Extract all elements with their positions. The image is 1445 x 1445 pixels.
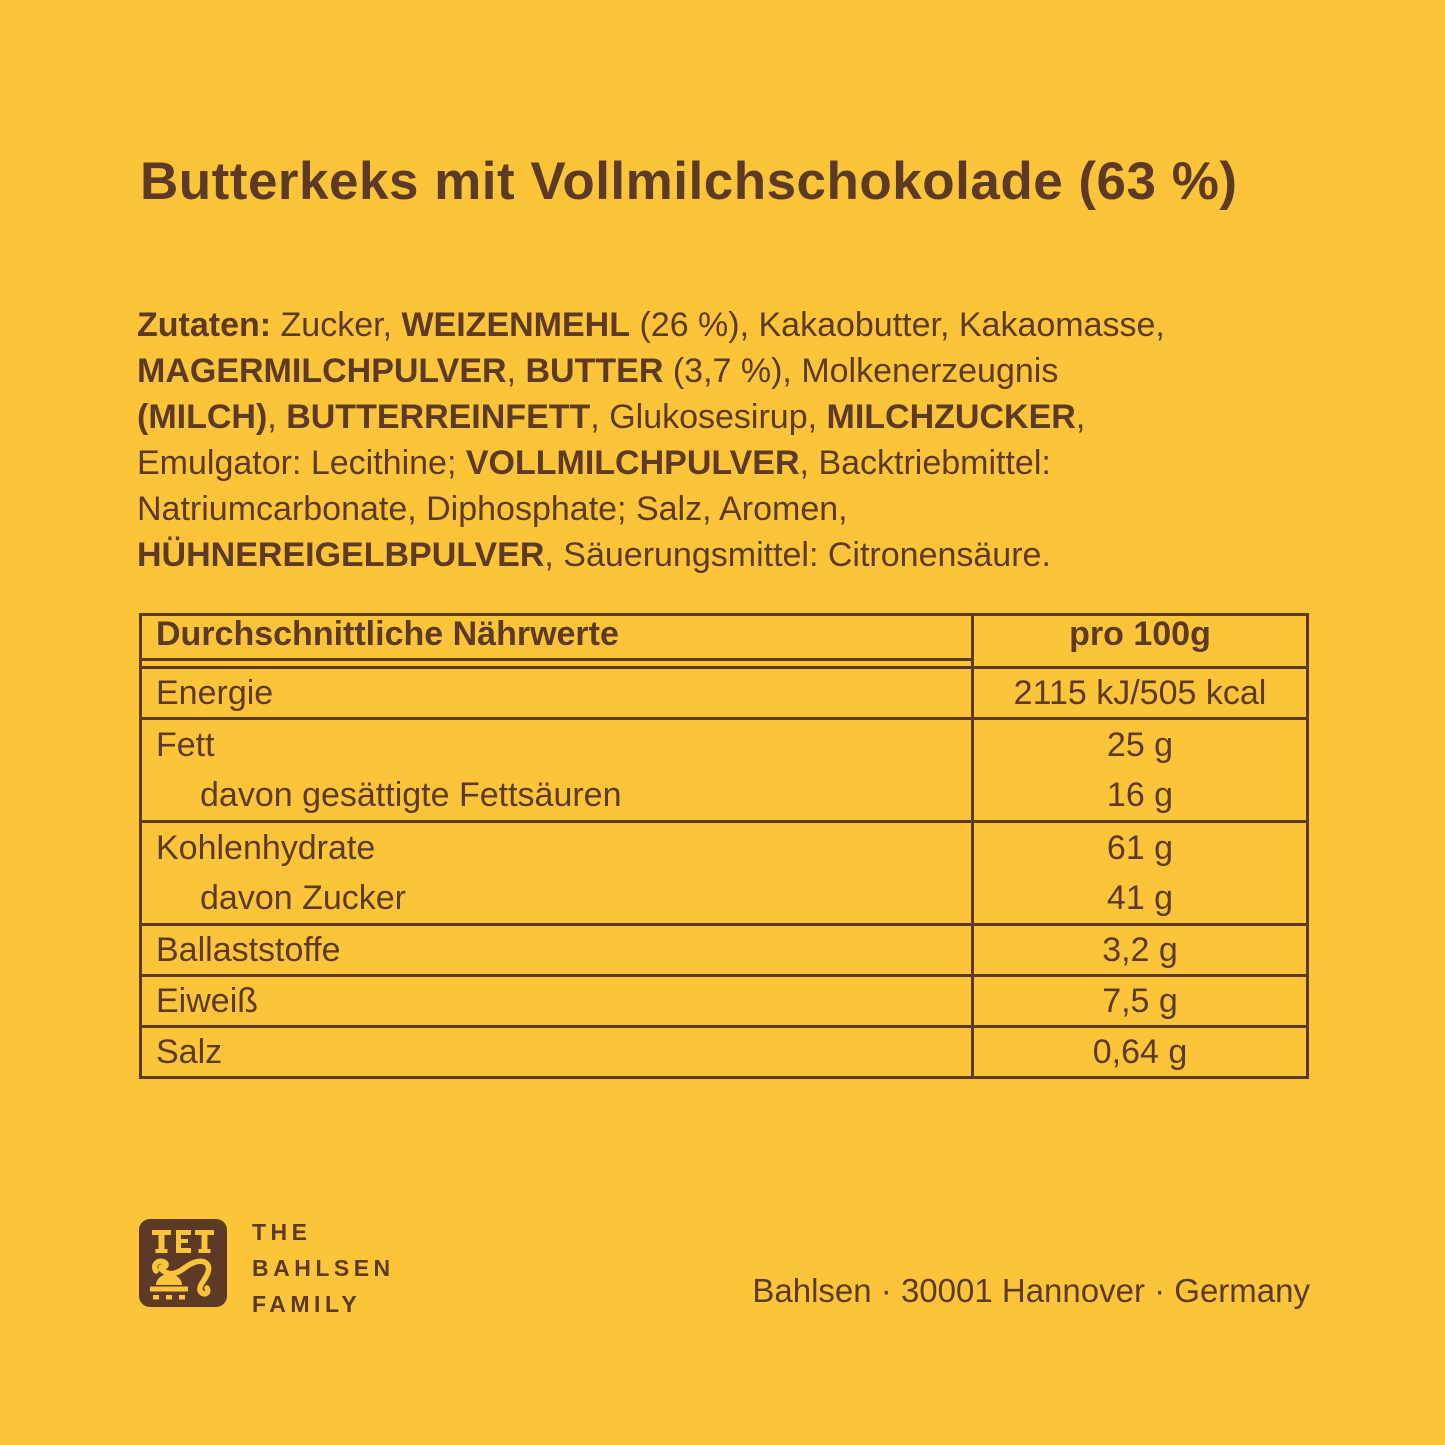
nutrient-label: Salz <box>156 1032 223 1071</box>
nutrition-row-group <box>142 1028 1306 1076</box>
nutrient-value-cell <box>971 926 1306 974</box>
nutrient-value-cell <box>971 823 1306 923</box>
ingredients-text <box>137 302 1165 578</box>
ingredient-text: , Glukosesirup, <box>590 398 827 436</box>
ingredient-allergen: HÜHNEREIGELBPULVER <box>137 536 545 574</box>
ingredients-line <box>137 394 1165 440</box>
nutrition-row-group <box>142 823 1306 926</box>
nutrient-value: 16 g <box>1106 775 1174 814</box>
nutrient-label: Kohlenhydrate <box>156 828 376 867</box>
nutrient-value: 41 g <box>1106 878 1174 917</box>
nutrient-label-cell <box>142 977 971 1025</box>
nutrient-label-cell <box>142 823 971 923</box>
nutrient-label: Energie <box>156 673 274 712</box>
product-title: Butterkeks mit Vollmilchschokolade (63 %) <box>140 152 1238 211</box>
ingredient-allergen: (MILCH) <box>137 398 268 436</box>
nutrition-table-header <box>142 616 1306 669</box>
ingredient-text: , <box>267 398 287 436</box>
nutrient-label-cell <box>142 926 971 974</box>
nutrition-row-group <box>142 977 1306 1028</box>
ingredient-text: , Säuerungsmittel: Citronensäure. <box>544 536 1051 574</box>
nutrition-header-value-cell <box>971 616 1306 666</box>
ingredient-text: Zucker, <box>271 306 402 344</box>
nutrition-row-group <box>142 669 1306 720</box>
nutrition-row-group <box>142 720 1306 823</box>
ingredient-text: (3,7 %), Molkenerzeugnis <box>663 352 1059 390</box>
nutrient-label: davon Zucker <box>200 878 406 917</box>
nutrient-value-cell <box>971 1028 1306 1076</box>
ingredient-allergen: VOLLMILCHPULVER <box>465 444 800 482</box>
nutrient-label-cell <box>142 1028 971 1076</box>
nutrition-header-label-cell <box>142 616 971 666</box>
nutrient-label: Fett <box>156 725 215 764</box>
manufacturer-address: Bahlsen · 30001 Hannover · Germany <box>752 1272 1310 1309</box>
ingredients-line <box>137 486 1165 532</box>
nutrition-header-label: Durchschnittliche Nährwerte <box>142 615 971 661</box>
nutrient-label-cell <box>142 669 971 717</box>
nutrient-value-cell <box>971 977 1306 1025</box>
ingredients-line <box>137 532 1165 578</box>
ingredient-allergen: BUTTER <box>525 352 664 390</box>
brand-line: THE <box>252 1219 312 1245</box>
nutrition-table <box>139 613 1309 1079</box>
brand-line: FAMILY <box>252 1291 362 1317</box>
ingredients-line <box>137 302 1165 348</box>
ingredient-allergen: WEIZENMEHL <box>401 306 631 344</box>
nutrition-row-group <box>142 926 1306 977</box>
nutrient-label: Eiweiß <box>156 981 259 1020</box>
ingredient-allergen: BUTTERREINFETT <box>286 398 591 436</box>
nutrient-value: 7,5 g <box>1102 981 1178 1020</box>
nutrient-value: 2115 kJ/505 kcal <box>1013 673 1267 712</box>
ingredients-line <box>137 348 1165 394</box>
nutrient-label-cell <box>142 720 971 820</box>
nutrient-value-cell <box>971 669 1306 717</box>
brand-line: BAHLSEN <box>252 1255 395 1281</box>
ingredient-allergen: MILCHZUCKER <box>826 398 1076 436</box>
nutrient-value: 61 g <box>1106 828 1174 867</box>
nutrient-label: Ballaststoffe <box>156 930 341 969</box>
ingredient-text: Emulgator: Lecithine; <box>137 444 466 482</box>
nutrient-label: davon gesättigte Fettsäuren <box>200 775 622 814</box>
nutrient-value: 0,64 g <box>1092 1032 1188 1071</box>
ingredient-text: , Backtriebmittel: <box>799 444 1051 482</box>
nutrient-value-cell <box>971 720 1306 820</box>
nutrient-value: 3,2 g <box>1102 930 1178 969</box>
nutrient-value: 25 g <box>1106 725 1174 764</box>
brand-wordmark <box>252 1214 395 1322</box>
ingredient-text: Natriumcarbonate, Diphosphate; Salz, Aromen, <box>137 490 848 528</box>
ingredients-line <box>137 440 1165 486</box>
bahlsen-tet-logo-icon <box>139 1219 227 1307</box>
ingredient-text: , <box>1075 398 1086 436</box>
ingredient-text: (26 %), Kakaobutter, Kakaomasse, <box>630 306 1165 344</box>
ingredient-allergen: Zutaten: <box>137 306 272 344</box>
tet-letters <box>152 1230 214 1253</box>
ingredient-text: , <box>506 352 526 390</box>
nutrition-header-value: pro 100g <box>1069 615 1211 653</box>
ingredient-allergen: MAGERMILCHPULVER <box>137 352 507 390</box>
